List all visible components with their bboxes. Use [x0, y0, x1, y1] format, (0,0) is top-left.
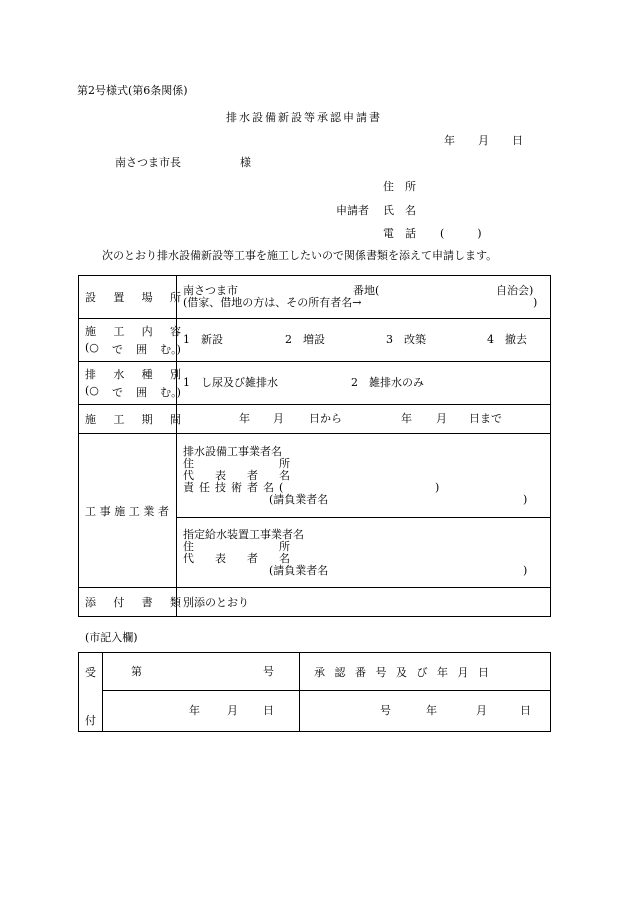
date-month-label: 月 — [478, 134, 489, 147]
receipt-bottom-char: 付 — [85, 714, 96, 727]
approval-header: 承 認 番 号 及 び 年 月 日 — [314, 665, 492, 679]
approval-year: 年 — [426, 704, 437, 718]
period-start-year: 年 — [239, 412, 250, 425]
office-use-table — [78, 652, 551, 732]
location-label: 設 置 場 所 — [85, 291, 181, 304]
location-owner-note: (借家、借地の方は、その所有者名→ — [183, 296, 362, 309]
period-start-day: 日から — [309, 412, 342, 425]
approval-value-cell — [300, 691, 551, 732]
work-options-cell — [177, 319, 551, 362]
applicant-address-label: 住 所 — [383, 180, 416, 193]
work-label-cell — [79, 319, 181, 362]
location-label-cell — [79, 276, 181, 319]
period-end-month: 月 — [436, 412, 447, 425]
drain-contractor-rep-1: 代 — [183, 468, 194, 482]
period-end-year: 年 — [401, 412, 412, 425]
applicant-phone-label: 電 話 — [383, 227, 416, 240]
approval-month: 月 — [476, 704, 487, 718]
water-contractor-cell — [177, 518, 551, 588]
drain-option-grey[interactable]: 2 雑排水のみ — [351, 376, 424, 389]
drain-contractor-rep-4: 名 — [279, 468, 290, 482]
water-contractor-rep-2: 表 — [215, 551, 226, 565]
location-value-cell — [177, 276, 551, 319]
period-label-cell — [79, 405, 181, 434]
applicant-phone-paren: ( ) — [440, 227, 482, 240]
work-label: 施 工 内 容 — [85, 325, 181, 338]
water-contractor-sub-close: ) — [523, 563, 528, 577]
drain-contractor-title: 排水設備工事業者名 — [183, 444, 282, 458]
addressee-name: 南さつま市長 — [115, 156, 181, 169]
approval-go: 号 — [380, 704, 391, 718]
addressee-honorific: 様 — [240, 156, 251, 169]
drain-contractor-sub: (請負業者名 — [269, 492, 329, 506]
water-contractor-address-1: 住 — [183, 539, 194, 553]
receipt-top-char: 受 — [85, 666, 96, 679]
period-start-month: 月 — [273, 412, 284, 425]
water-contractor-sub: (請負業者名 — [269, 563, 329, 577]
drain-row — [79, 362, 551, 405]
applicant-name-label: 氏 名 — [383, 204, 416, 217]
contractor-label-cell — [79, 434, 177, 588]
work-option-extend[interactable]: 2 増設 — [285, 333, 325, 346]
approval-day: 日 — [520, 704, 531, 718]
work-option-new[interactable]: 1 新設 — [183, 333, 223, 346]
receipt-cell — [79, 653, 103, 732]
office-row-1 — [79, 653, 551, 691]
water-contractor-title: 指定給水装置工事業者名 — [183, 527, 304, 541]
drain-options-cell — [177, 362, 551, 405]
period-row — [79, 405, 551, 434]
location-city: 南さつま市 — [183, 284, 238, 297]
drain-contractor-address-1: 住 — [183, 456, 194, 470]
work-row — [79, 319, 551, 362]
receipt-date-year: 年 — [189, 704, 200, 718]
receipt-dai: 第 — [131, 664, 142, 678]
location-owner-close: ) — [533, 296, 538, 309]
water-contractor-address-2: 所 — [279, 539, 290, 553]
office-use-caption: (市記入欄) — [85, 631, 138, 644]
attach-label: 添 付 書 類 — [85, 596, 181, 609]
period-value-cell — [177, 405, 551, 434]
form-title: 排水設備新設等承認申請書 — [226, 111, 382, 124]
attach-label-cell — [79, 588, 181, 617]
office-row-2 — [79, 691, 551, 732]
receipt-number-cell — [103, 653, 300, 691]
receipt-date-month: 月 — [227, 704, 238, 718]
drain-label: 排 水 種 別 — [85, 368, 181, 381]
work-label-note: (○ で 囲 む。) — [85, 341, 181, 356]
contractor-label: 工 事 施 工 業 者 — [85, 504, 169, 518]
location-banchi: 番地( — [353, 284, 380, 297]
receipt-go: 号 — [263, 664, 274, 678]
drain-label-cell — [79, 362, 181, 405]
drain-contractor-rep-2: 表 — [215, 468, 226, 482]
period-label: 施 工 期 間 — [85, 413, 181, 426]
approval-header-cell — [300, 653, 551, 691]
attach-row — [79, 588, 551, 617]
attach-value: 別添のとおり — [183, 596, 249, 609]
form-number: 第2号様式(第6条関係) — [77, 84, 188, 97]
drain-contractor-sub-close: ) — [523, 492, 528, 506]
water-contractor-rep-3: 者 — [247, 551, 258, 565]
application-table — [78, 275, 551, 617]
drain-option-all[interactable]: 1 し尿及び雑排水 — [183, 376, 278, 389]
intro-text: 次のとおり排水設備新設等工事を施工したいので関係書類を添えて申請します。 — [102, 249, 498, 262]
drain-contractor-rep-3: 者 — [247, 468, 258, 482]
water-contractor-rep-4: 名 — [279, 551, 290, 565]
receipt-date-day: 日 — [263, 704, 274, 718]
drain-contractor-address-2: 所 — [279, 456, 290, 470]
drain-contractor-tech-close: ) — [435, 480, 440, 494]
applicant-label: 申請者 — [336, 204, 369, 217]
drain-contractor-cell — [177, 434, 551, 518]
work-option-rebuild[interactable]: 3 改築 — [386, 333, 426, 346]
attach-value-cell — [177, 588, 551, 617]
date-day-label: 日 — [512, 134, 523, 147]
receipt-date-cell — [103, 691, 300, 732]
location-jichikai: 自治会) — [496, 284, 534, 297]
drain-label-note: (○ で 囲 む。) — [85, 384, 181, 399]
drain-contractor-tech: 責任技術者名( — [183, 480, 289, 494]
date-year-label: 年 — [444, 134, 455, 147]
water-contractor-rep-1: 代 — [183, 551, 194, 565]
location-row — [79, 276, 551, 319]
work-option-remove[interactable]: 4 撤去 — [487, 333, 527, 346]
period-end-day: 日まで — [469, 412, 502, 425]
contractor-row-1 — [79, 434, 551, 518]
